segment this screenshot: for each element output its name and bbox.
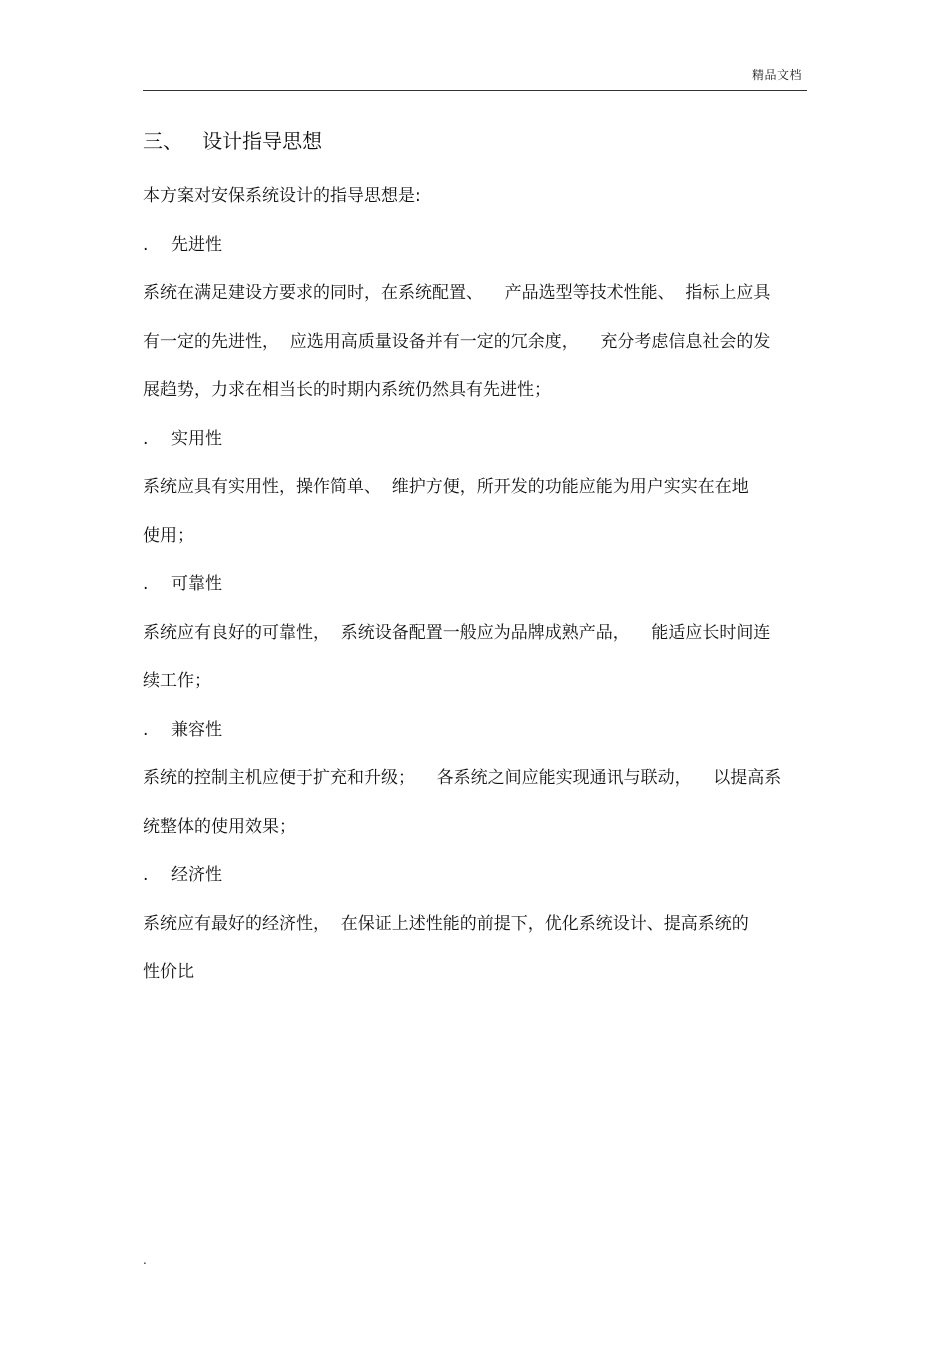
item-heading-label: 先进性 [171,234,222,255]
item-heading-compatibility [143,706,807,755]
item-heading-economy [143,851,807,900]
bullet-marker: . [143,719,149,740]
item-heading-practical [143,415,807,464]
item-line: 统整体的使用效果； [143,816,296,837]
item-line: 系统应有良好的可靠性， 系统设备配置一般应为品牌成熟产品， 能适应长时间连 [143,622,771,643]
item-line: 使用； [143,525,194,546]
item-line: 系统应有最好的经济性， 在保证上述性能的前提下，优化系统设计、提高系统的 [143,913,749,934]
bullet-marker: . [143,428,149,449]
intro-paragraph: 本方案对安保系统设计的指导思想是: [143,186,421,206]
item-line: 有一定的先进性， 应选用高质量设备并有一定的冗余度， 充分考虑信息社会的发 [143,331,771,352]
header-divider [143,90,807,91]
item-line: 展趋势，力求在相当长的时期内系统仍然具有先进性； [143,380,551,400]
item-heading-label: 兼容性 [171,719,222,740]
item-line: 系统在满足建设方要求的同时，在系统配置、 产品选型等技术性能、 指标上应具 [143,283,771,303]
item-line: 性价比 [143,962,194,982]
item-heading-label: 可靠性 [171,574,222,594]
item-heading-label: 经济性 [171,865,222,885]
item-line: 系统的控制主机应便于扩充和升级； 各系统之间应能实现通讯与联动， 以提高系 [143,768,782,788]
bullet-marker: . [143,234,149,255]
bullet-marker: . [143,574,149,594]
item-line: 系统应具有实用性，操作简单、 维护方便，所开发的功能应能为用户实实在在地 [143,477,749,497]
item-heading-advanced [143,221,807,270]
item-heading-reliability [143,560,807,609]
footer-mark: . [143,1253,147,1267]
page-content [143,124,807,997]
item-line: 续工作； [143,671,211,691]
bullet-marker: . [143,865,149,885]
item-heading-label: 实用性 [171,428,222,449]
header-label: 精品文档 [751,68,802,82]
section-title: 三、 设计指导思想 [143,129,323,153]
